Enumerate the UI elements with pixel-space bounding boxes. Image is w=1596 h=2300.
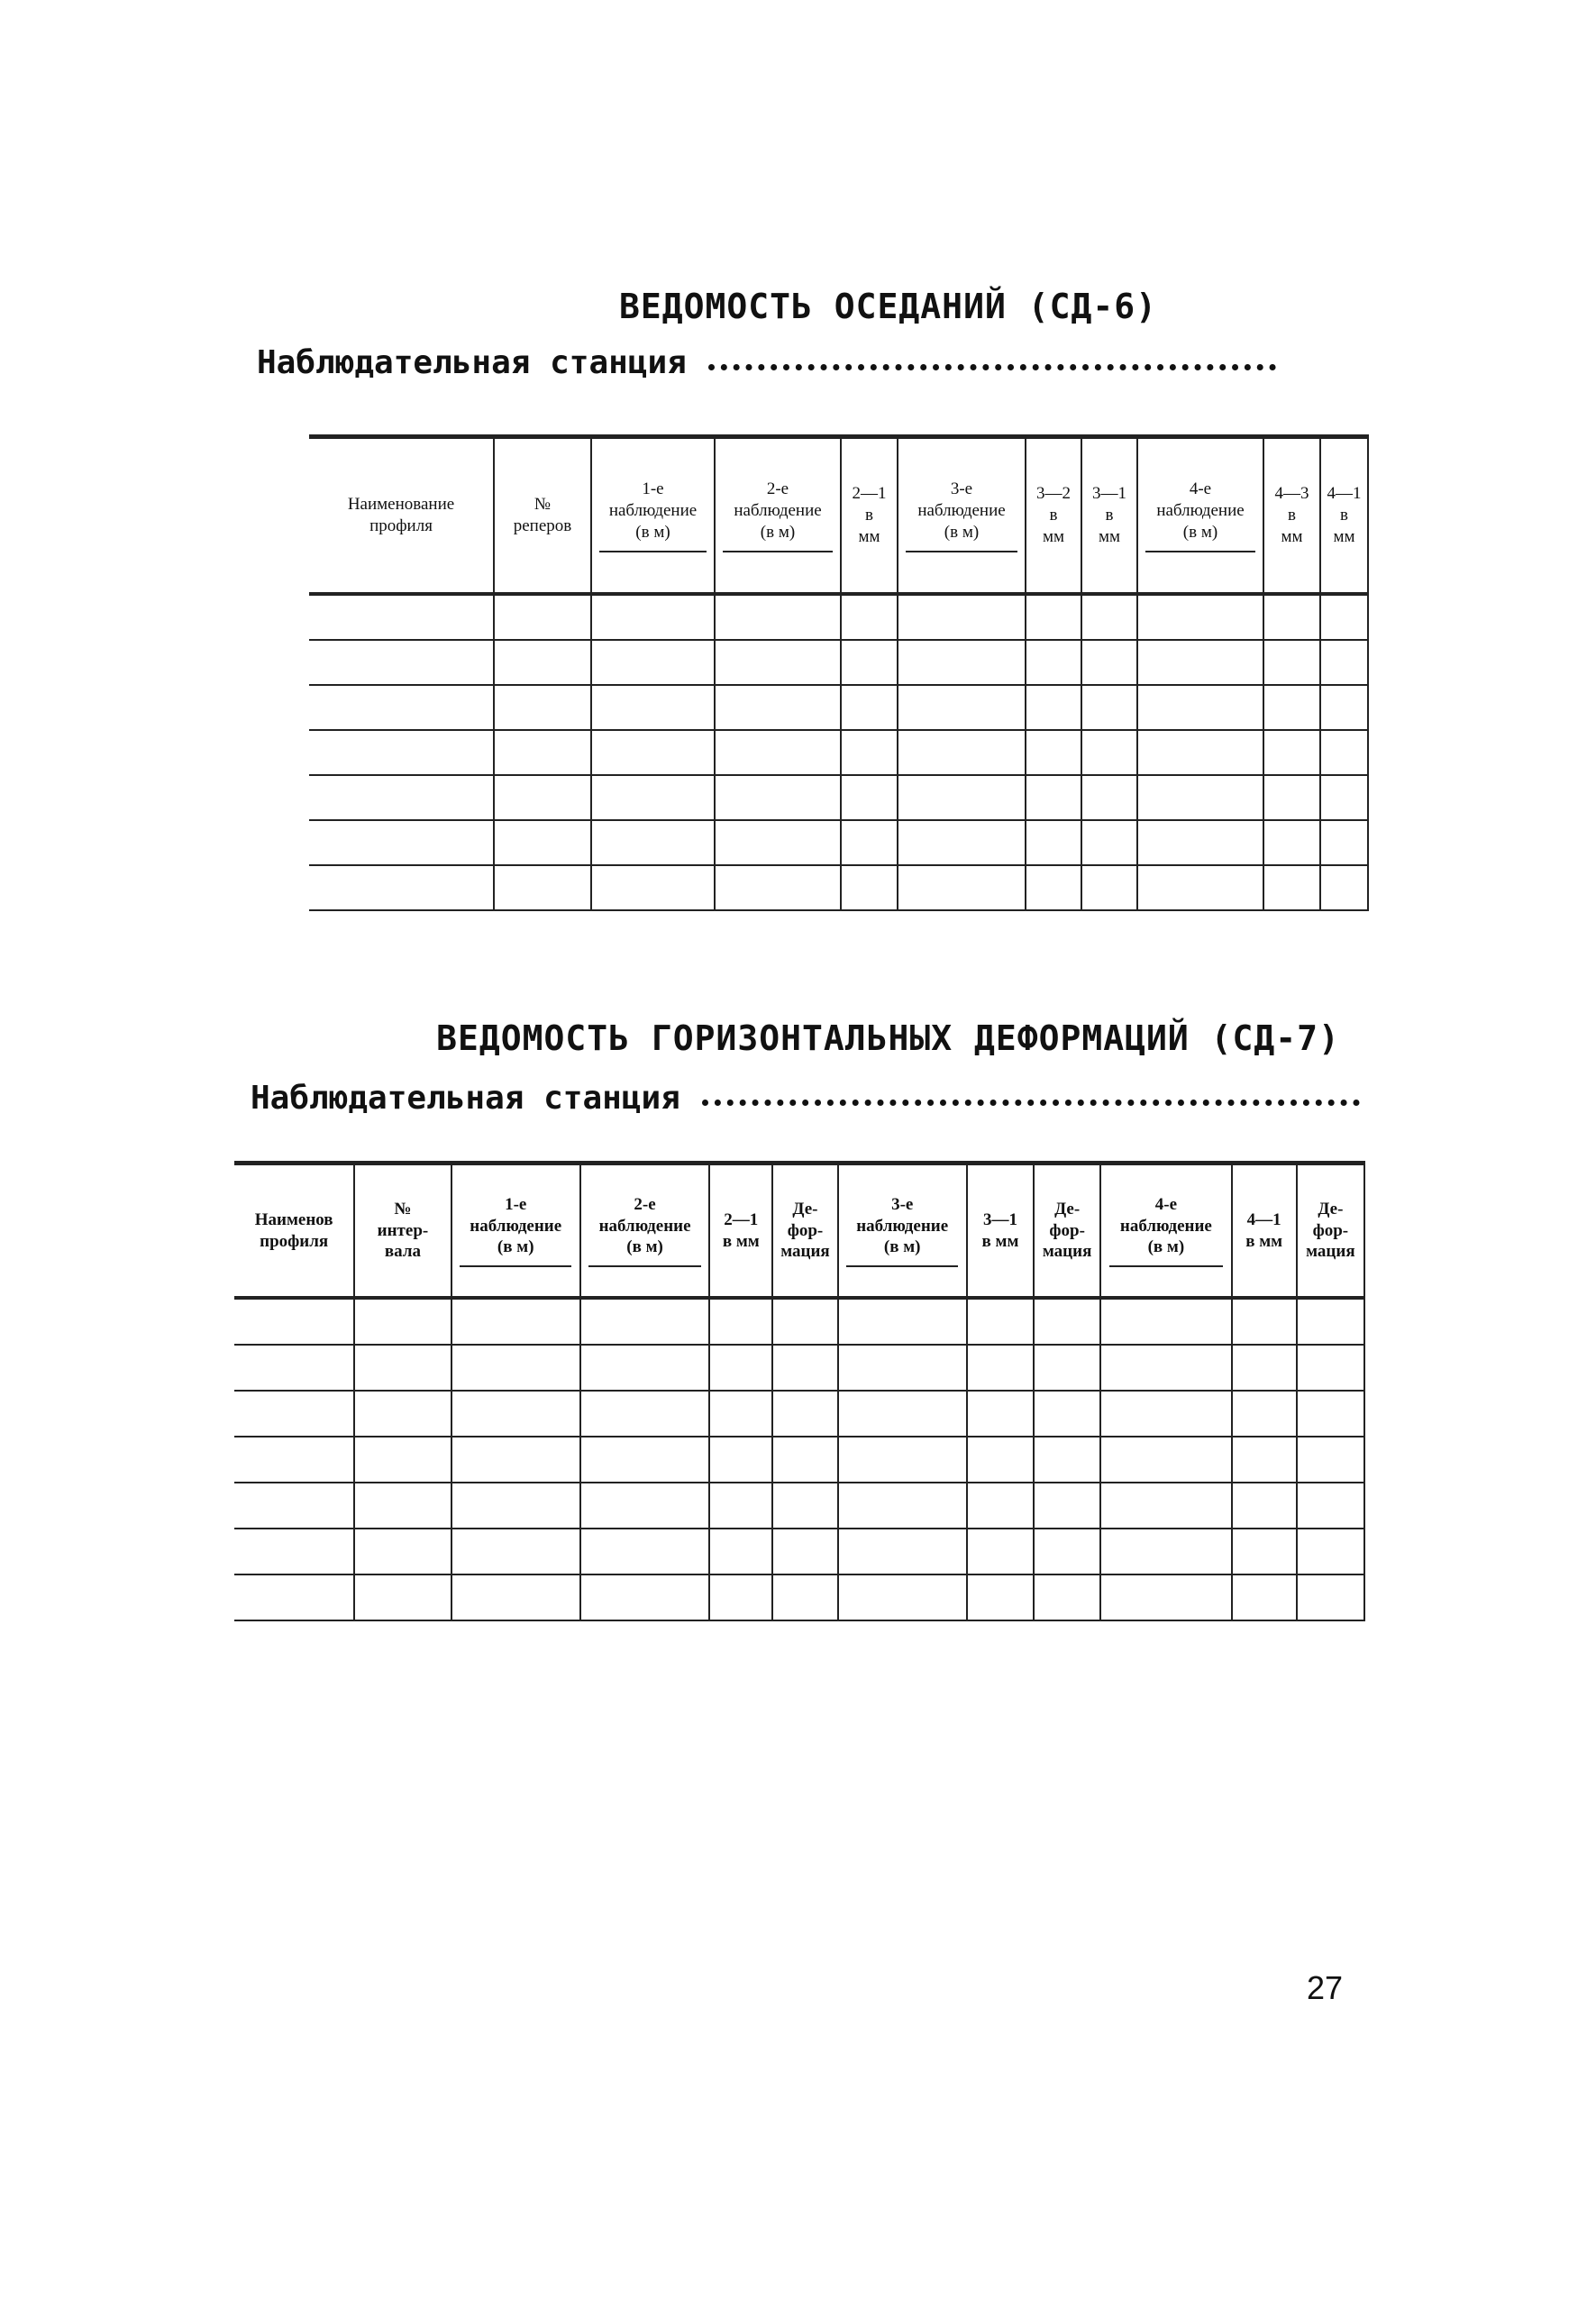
sd6-header-underline	[599, 551, 707, 552]
table-cell[interactable]	[1263, 685, 1320, 730]
sd7-header-text: 4-е	[1154, 1194, 1178, 1214]
table-cell[interactable]	[354, 1345, 451, 1391]
sd6-header-cell	[1263, 437, 1320, 595]
sd7-header-underline	[846, 1265, 958, 1267]
sd7-header-cell	[1297, 1164, 1364, 1299]
sd6-header-text: наблюдение	[608, 501, 698, 521]
table-cell[interactable]	[451, 1437, 580, 1483]
sd7-header-cell	[451, 1164, 580, 1299]
table-cell[interactable]	[309, 685, 494, 730]
sd7-header-cell	[354, 1164, 451, 1299]
table-cell[interactable]	[841, 640, 898, 685]
table-cell[interactable]	[967, 1529, 1034, 1574]
sd6-header-text: 4-е	[1189, 479, 1212, 499]
table-cell[interactable]	[967, 1574, 1034, 1620]
table-cell[interactable]	[898, 775, 1026, 820]
sd7-header-text: №	[394, 1199, 412, 1218]
sd6-header-cell	[1137, 437, 1263, 595]
table-cell[interactable]	[580, 1529, 709, 1574]
table-cell[interactable]	[1026, 730, 1081, 775]
table-cell[interactable]	[1034, 1391, 1100, 1437]
table-row	[309, 820, 1368, 865]
table-cell[interactable]	[1297, 1298, 1364, 1345]
table-cell[interactable]	[591, 865, 715, 910]
table-cell[interactable]	[494, 640, 591, 685]
sd7-header-cell	[967, 1164, 1034, 1299]
table-cell[interactable]	[1081, 640, 1137, 685]
sd7-title: ВЕДОМОСТЬ ГОРИЗОНТАЛЬНЫХ ДЕФОРМАЦИЙ (СД-7)	[436, 1018, 1340, 1058]
table-cell[interactable]	[309, 820, 494, 865]
sd7-header-cell	[1100, 1164, 1231, 1299]
table-cell[interactable]	[580, 1345, 709, 1391]
table-cell[interactable]	[709, 1298, 772, 1345]
sd6-body	[309, 594, 1368, 910]
sd7-station-fill-line	[702, 1094, 1360, 1106]
table-cell[interactable]	[1232, 1345, 1297, 1391]
table-cell[interactable]	[494, 594, 591, 640]
table-cell[interactable]	[234, 1574, 354, 1620]
table-cell[interactable]	[709, 1345, 772, 1391]
table-cell[interactable]	[451, 1483, 580, 1529]
table-cell[interactable]	[967, 1345, 1034, 1391]
table-cell[interactable]	[1100, 1391, 1231, 1437]
table-cell[interactable]	[1320, 775, 1368, 820]
sd7-header-text: наблюдение	[598, 1216, 691, 1236]
table-cell[interactable]	[580, 1437, 709, 1483]
sd6-header-text: 3-е	[950, 479, 973, 499]
table-cell[interactable]	[1100, 1345, 1231, 1391]
sd7-header-text: 2-е	[634, 1194, 656, 1214]
table-cell[interactable]	[1034, 1574, 1100, 1620]
sd7-header-text: 1-е	[505, 1194, 527, 1214]
table-cell[interactable]	[580, 1483, 709, 1529]
table-cell[interactable]	[580, 1391, 709, 1437]
table-cell[interactable]	[494, 730, 591, 775]
table-cell[interactable]	[898, 820, 1026, 865]
sd6-header-text: 3—1	[1092, 484, 1126, 504]
table-cell[interactable]	[841, 775, 898, 820]
table-cell[interactable]	[1081, 865, 1137, 910]
table-cell[interactable]	[838, 1529, 967, 1574]
table-cell[interactable]	[354, 1437, 451, 1483]
table-cell[interactable]	[715, 594, 841, 640]
table-cell[interactable]	[591, 775, 715, 820]
sd7-header-text: Де-	[1054, 1199, 1081, 1218]
table-cell[interactable]	[841, 730, 898, 775]
table-cell[interactable]	[1100, 1483, 1231, 1529]
table-cell[interactable]	[838, 1391, 967, 1437]
table-cell[interactable]	[1100, 1437, 1231, 1483]
table-cell[interactable]	[1026, 685, 1081, 730]
table-cell[interactable]	[234, 1391, 354, 1437]
table-cell[interactable]	[898, 730, 1026, 775]
sd6-header-text: (в м)	[1182, 522, 1218, 542]
sd6-header-cell	[1026, 437, 1081, 595]
sd6-header-text: мм	[1333, 526, 1355, 546]
sd7-header-text: в мм	[1245, 1231, 1283, 1251]
sd7-header-underline	[1109, 1265, 1223, 1267]
sd6-header-text: №	[534, 495, 552, 515]
table-cell[interactable]	[715, 865, 841, 910]
table-cell[interactable]	[715, 640, 841, 685]
table-row	[234, 1574, 1364, 1620]
table-cell[interactable]	[1034, 1345, 1100, 1391]
sd6-header-text: (в м)	[635, 522, 670, 542]
sd7-header-text: вала	[384, 1242, 421, 1262]
table-cell[interactable]	[309, 865, 494, 910]
table-cell[interactable]	[309, 594, 494, 640]
table-cell[interactable]	[709, 1529, 772, 1574]
table-cell[interactable]	[1263, 730, 1320, 775]
sd6-header-text: 4—3	[1274, 484, 1309, 504]
table-cell[interactable]	[1232, 1574, 1297, 1620]
table-cell[interactable]	[1232, 1529, 1297, 1574]
table-cell[interactable]	[580, 1574, 709, 1620]
table-cell[interactable]	[1034, 1529, 1100, 1574]
table-cell[interactable]	[772, 1298, 837, 1345]
table-cell[interactable]	[838, 1345, 967, 1391]
table-cell[interactable]	[234, 1437, 354, 1483]
sd7-header-text: фор-	[1049, 1220, 1085, 1240]
table-cell[interactable]	[709, 1574, 772, 1620]
table-cell[interactable]	[715, 730, 841, 775]
sd7-header-text: Де-	[1318, 1199, 1344, 1218]
table-cell[interactable]	[1137, 775, 1263, 820]
sd6-header-text: Наименование	[347, 495, 455, 515]
table-cell[interactable]	[451, 1574, 580, 1620]
table-cell[interactable]	[1263, 640, 1320, 685]
sd6-header-text: 2-е	[766, 479, 789, 499]
table-cell[interactable]	[1297, 1437, 1364, 1483]
table-row	[234, 1391, 1364, 1437]
table-cell[interactable]	[838, 1574, 967, 1620]
sd7-station-label: Наблюдательная станция	[251, 1080, 680, 1117]
table-cell[interactable]	[354, 1483, 451, 1529]
table-cell[interactable]	[1081, 594, 1137, 640]
table-cell[interactable]	[1320, 685, 1368, 730]
table-row	[234, 1298, 1364, 1345]
table-cell[interactable]	[494, 820, 591, 865]
table-cell[interactable]	[898, 640, 1026, 685]
table-cell[interactable]	[1137, 640, 1263, 685]
sd6-header-text: в	[1049, 506, 1058, 525]
table-cell[interactable]	[1232, 1298, 1297, 1345]
table-cell[interactable]	[591, 640, 715, 685]
table-cell[interactable]	[772, 1529, 837, 1574]
table-cell[interactable]	[841, 865, 898, 910]
table-cell[interactable]	[967, 1437, 1034, 1483]
table-cell[interactable]	[1137, 594, 1263, 640]
table-cell[interactable]	[967, 1483, 1034, 1529]
sd6-station-label: Наблюдательная станция	[257, 344, 687, 381]
table-row	[234, 1345, 1364, 1391]
table-cell[interactable]	[1320, 640, 1368, 685]
table-cell[interactable]	[1232, 1391, 1297, 1437]
sd7-header-text: в мм	[981, 1231, 1019, 1251]
table-cell[interactable]	[354, 1391, 451, 1437]
table-cell[interactable]	[1034, 1298, 1100, 1345]
sd6-header-text: в	[1340, 506, 1348, 525]
table-cell[interactable]	[841, 820, 898, 865]
sd7-header-text: наблюдение	[470, 1216, 562, 1236]
sd6-header-text: 4—1	[1327, 484, 1362, 504]
table-row	[309, 730, 1368, 775]
sd7-header-text: (в м)	[883, 1237, 921, 1257]
page-number: 27	[1307, 1969, 1344, 2006]
sd7-header-text: 3—1	[982, 1209, 1017, 1229]
sd7-header-cell	[1034, 1164, 1100, 1299]
sd7-body	[234, 1298, 1364, 1620]
table-cell[interactable]	[709, 1437, 772, 1483]
sd7-header	[234, 1164, 1364, 1299]
sd7-header-text: 2—1	[724, 1209, 759, 1229]
table-row	[234, 1437, 1364, 1483]
sd7-header-text: 4—1	[1246, 1209, 1281, 1229]
sd6-header-text: 2—1	[852, 484, 887, 504]
sd7-header-text: наблюдение	[856, 1216, 949, 1236]
sd6-header-underline	[723, 551, 832, 552]
sd6-header-text: профиля	[369, 516, 433, 535]
sd7-header-text: фор-	[787, 1220, 824, 1240]
sd6-header-underline	[906, 551, 1017, 552]
table-cell[interactable]	[591, 820, 715, 865]
table-cell[interactable]	[898, 594, 1026, 640]
table-cell[interactable]	[1232, 1437, 1297, 1483]
sd6-header-cell	[898, 437, 1026, 595]
sd7-header-text: наблюдение	[1119, 1216, 1212, 1236]
table-cell[interactable]	[451, 1529, 580, 1574]
sd6-header-cell	[841, 437, 898, 595]
table-cell[interactable]	[234, 1529, 354, 1574]
sd6-header-cell	[591, 437, 715, 595]
sd6-header-text: мм	[858, 526, 880, 546]
table-cell[interactable]	[1137, 730, 1263, 775]
sd6-header-cell	[1320, 437, 1368, 595]
table-cell[interactable]	[1320, 865, 1368, 910]
table-row	[309, 775, 1368, 820]
table-cell[interactable]	[715, 685, 841, 730]
sd6-header	[309, 437, 1368, 595]
table-cell[interactable]	[898, 685, 1026, 730]
sd6-header-cell	[715, 437, 841, 595]
sd6-header-text: мм	[1042, 526, 1065, 546]
sd6-header-text: в	[1105, 506, 1114, 525]
table-cell[interactable]	[1137, 865, 1263, 910]
table-cell[interactable]	[354, 1574, 451, 1620]
table-cell[interactable]	[1034, 1437, 1100, 1483]
table-cell[interactable]	[1081, 820, 1137, 865]
table-cell[interactable]	[354, 1298, 451, 1345]
table-cell[interactable]	[841, 594, 898, 640]
table-cell[interactable]	[1297, 1529, 1364, 1574]
table-cell[interactable]	[772, 1345, 837, 1391]
sd6-header-cell	[1081, 437, 1137, 595]
table-cell[interactable]	[309, 730, 494, 775]
table-cell[interactable]	[591, 685, 715, 730]
sd6-header-cell	[494, 437, 591, 595]
sd7-header-text: Де-	[792, 1199, 818, 1218]
table-cell[interactable]	[1100, 1574, 1231, 1620]
sd7-header-cell	[234, 1164, 354, 1299]
table-cell[interactable]	[1100, 1529, 1231, 1574]
sd6-station-fill-line	[708, 359, 1276, 370]
table-cell[interactable]	[1026, 640, 1081, 685]
table-cell[interactable]	[1026, 865, 1081, 910]
table-cell[interactable]	[309, 775, 494, 820]
table-cell[interactable]	[451, 1298, 580, 1345]
sd7-header-text: мация	[1306, 1242, 1355, 1262]
table-row	[309, 594, 1368, 640]
sd6-station-line	[257, 344, 1276, 381]
table-cell[interactable]	[772, 1483, 837, 1529]
table-cell[interactable]	[234, 1483, 354, 1529]
sd6-title: ВЕДОМОСТЬ ОСЕДАНИЙ (СД-6)	[619, 287, 1157, 326]
sd7-header-text: мация	[780, 1242, 830, 1262]
table-cell[interactable]	[967, 1298, 1034, 1345]
sd7-header-text: профиля	[260, 1231, 329, 1251]
table-cell[interactable]	[1081, 685, 1137, 730]
table-cell[interactable]	[715, 820, 841, 865]
table-cell[interactable]	[1026, 775, 1081, 820]
table-cell[interactable]	[591, 730, 715, 775]
table-cell[interactable]	[838, 1298, 967, 1345]
table-cell[interactable]	[841, 685, 898, 730]
table-cell[interactable]	[494, 865, 591, 910]
sd6-table	[309, 434, 1369, 911]
table-cell[interactable]	[1263, 594, 1320, 640]
sd7-header-text: (в м)	[626, 1237, 663, 1257]
sd7-header-text: (в м)	[497, 1237, 534, 1257]
table-cell[interactable]	[772, 1574, 837, 1620]
table-cell[interactable]	[1232, 1483, 1297, 1529]
table-cell[interactable]	[1137, 820, 1263, 865]
table-cell[interactable]	[309, 640, 494, 685]
table-cell[interactable]	[1297, 1574, 1364, 1620]
sd6-header-text: в	[1288, 506, 1296, 525]
table-cell[interactable]	[772, 1391, 837, 1437]
table-cell[interactable]	[1320, 594, 1368, 640]
table-cell[interactable]	[709, 1391, 772, 1437]
table-cell[interactable]	[234, 1345, 354, 1391]
sd7-table	[234, 1161, 1365, 1621]
sd6-header-text: наблюдение	[734, 501, 822, 521]
table-row	[309, 640, 1368, 685]
table-cell[interactable]	[1320, 730, 1368, 775]
table-cell[interactable]	[451, 1345, 580, 1391]
table-cell[interactable]	[1297, 1483, 1364, 1529]
table-cell[interactable]	[709, 1483, 772, 1529]
table-cell[interactable]	[1320, 820, 1368, 865]
sd7-header-underline	[460, 1265, 571, 1267]
table-cell[interactable]	[354, 1529, 451, 1574]
table-cell[interactable]	[1081, 730, 1137, 775]
table-row	[234, 1529, 1364, 1574]
table-cell[interactable]	[494, 775, 591, 820]
sd6-header-row	[309, 437, 1368, 595]
table-cell[interactable]	[1297, 1391, 1364, 1437]
sd7-header-underline	[588, 1265, 700, 1267]
table-cell[interactable]	[451, 1391, 580, 1437]
sd6-header-text: наблюдение	[1156, 501, 1245, 521]
sd7-header-text: интер-	[377, 1220, 429, 1240]
sd6-header-cell	[309, 437, 494, 595]
table-row	[309, 685, 1368, 730]
sd7-header-text: Наименов	[254, 1209, 333, 1229]
sd7-header-text: (в м)	[1147, 1237, 1185, 1257]
sd7-header-cell	[580, 1164, 709, 1299]
table-cell[interactable]	[1100, 1298, 1231, 1345]
table-cell[interactable]	[1034, 1483, 1100, 1529]
table-cell[interactable]	[838, 1483, 967, 1529]
table-cell[interactable]	[1297, 1345, 1364, 1391]
sd7-header-cell	[1232, 1164, 1297, 1299]
sd7-station-line	[251, 1080, 1360, 1117]
sd7-header-text: мация	[1042, 1242, 1092, 1262]
sd6-header-text: (в м)	[760, 522, 796, 542]
sd7-header-cell	[838, 1164, 967, 1299]
sd7-header-row	[234, 1164, 1364, 1299]
table-cell[interactable]	[898, 865, 1026, 910]
table-cell[interactable]	[1026, 594, 1081, 640]
table-cell[interactable]	[1026, 820, 1081, 865]
sd6-header-text: 1-е	[642, 479, 664, 499]
table-cell[interactable]	[580, 1298, 709, 1345]
sd6-header-text: в	[865, 506, 873, 525]
table-cell[interactable]	[1137, 685, 1263, 730]
table-cell[interactable]	[591, 594, 715, 640]
sd6-header-underline	[1145, 551, 1254, 552]
table-cell[interactable]	[494, 685, 591, 730]
sd6-header-text: мм	[1098, 526, 1121, 546]
table-cell[interactable]	[715, 775, 841, 820]
sd6-header-text: 3—2	[1036, 484, 1071, 504]
sd6-header-text: (в м)	[944, 522, 980, 542]
table-cell[interactable]	[1263, 820, 1320, 865]
table-cell[interactable]	[234, 1298, 354, 1345]
table-cell[interactable]	[1081, 775, 1137, 820]
sd7-header-cell	[772, 1164, 837, 1299]
sd7-header-cell	[709, 1164, 772, 1299]
sd7-header-text: фор-	[1312, 1220, 1349, 1240]
table-row	[309, 865, 1368, 910]
table-cell[interactable]	[1263, 775, 1320, 820]
table-cell[interactable]	[772, 1437, 837, 1483]
sd6-header-text: мм	[1281, 526, 1303, 546]
sd6-header-text: наблюдение	[917, 501, 1006, 521]
table-cell[interactable]	[838, 1437, 967, 1483]
table-row	[234, 1483, 1364, 1529]
sd7-header-text: 3-е	[891, 1194, 914, 1214]
table-cell[interactable]	[1263, 865, 1320, 910]
sd6-header-text: реперов	[513, 516, 572, 535]
sd7-header-text: в мм	[722, 1231, 760, 1251]
table-cell[interactable]	[967, 1391, 1034, 1437]
